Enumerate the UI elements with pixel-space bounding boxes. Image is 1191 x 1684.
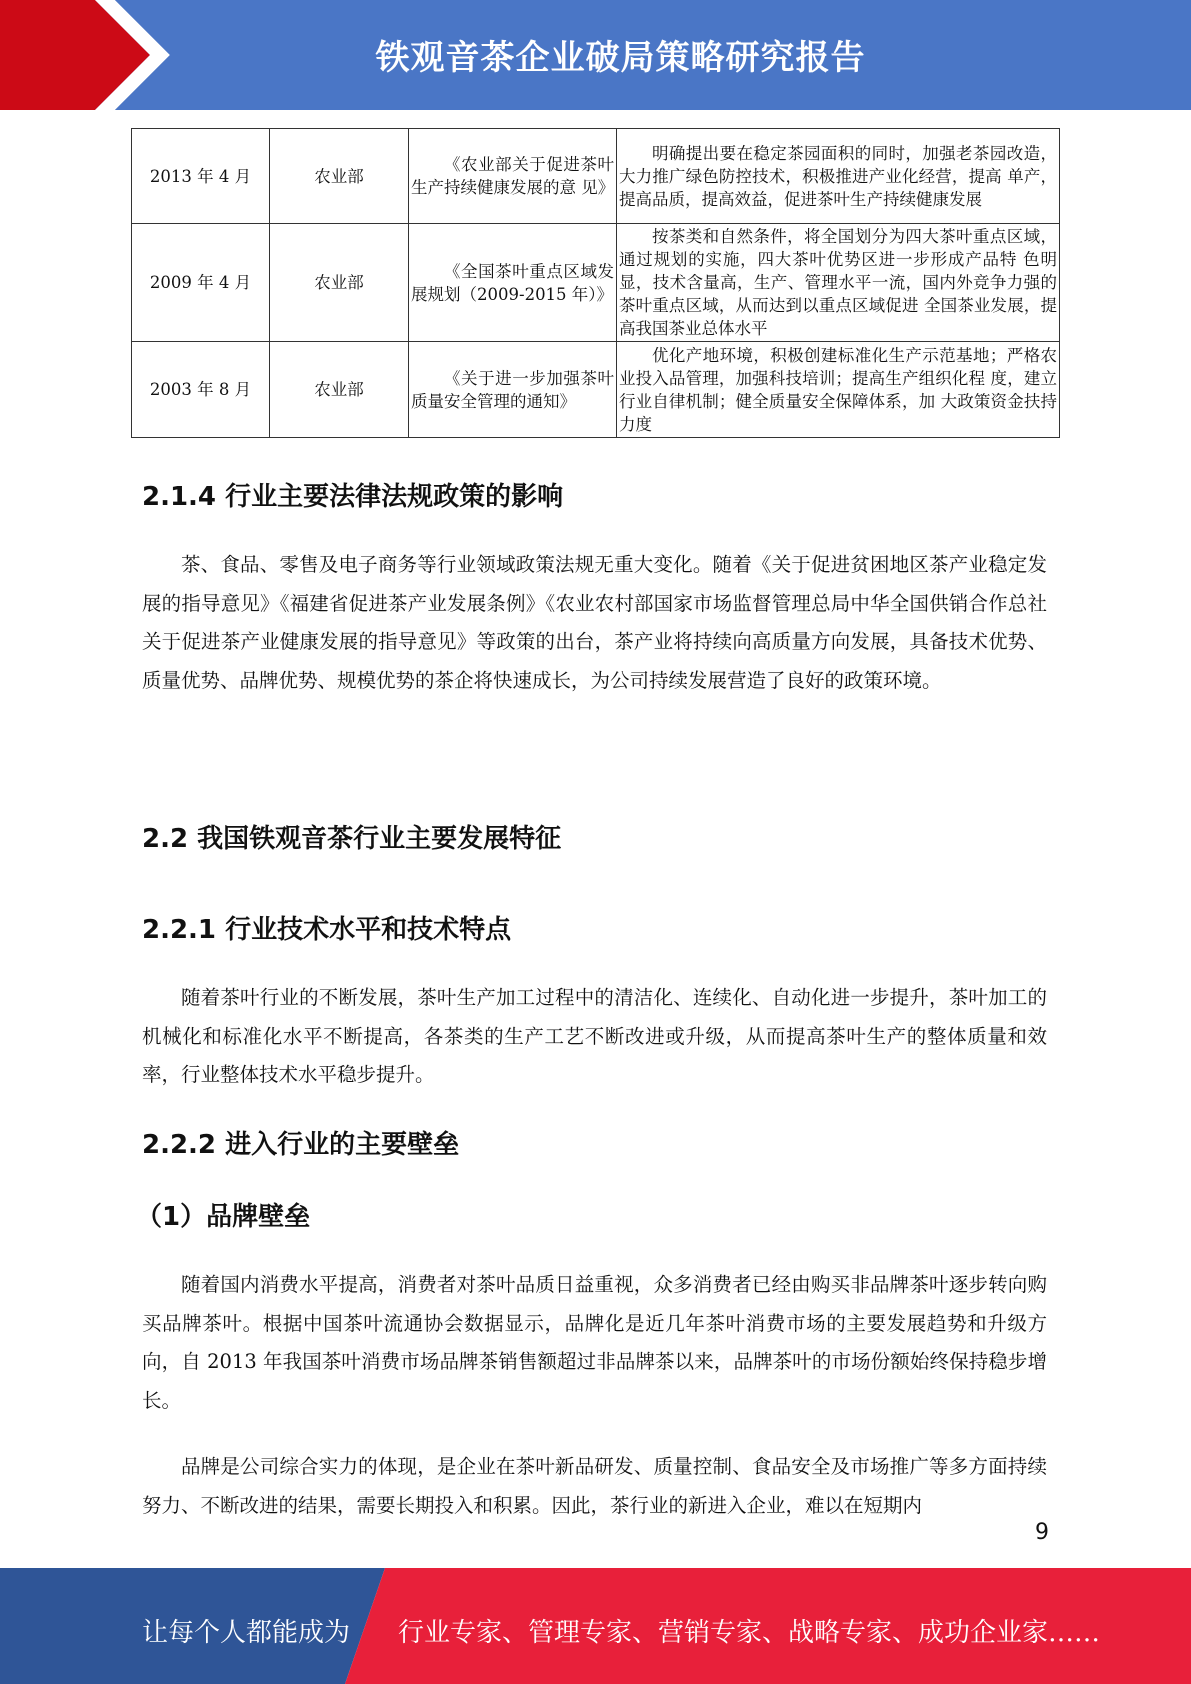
paragraph-brand-2: 品牌是公司综合实力的体现，是企业在茶叶新品研发、质量控制、食品安全及市场推广等多方面持续努力、不断改进的结果，需要长期投入和积累。因此，茶行业的新进入企业，难以在短期内	[142, 1455, 1047, 1517]
page-footer	[0, 1568, 1191, 1684]
policy-table	[131, 128, 1060, 438]
table-row	[132, 224, 1060, 342]
page-number: 9	[1035, 1520, 1049, 1545]
table-cell-doc: 《关于进一步加强茶叶 质量安全管理的通知》	[409, 342, 617, 438]
table-cell-doc: 《全国茶叶重点区域发 展规划（2009-2015 年）》	[409, 224, 617, 342]
page-header	[0, 0, 1191, 110]
table-cell-org: 农业部	[270, 342, 409, 438]
table-row	[132, 129, 1060, 224]
table-cell-org: 农业部	[270, 129, 409, 224]
footer-slogan-right: 行业专家、管理专家、营销专家、战略专家、成功企业家……	[398, 1618, 1101, 1648]
table-cell-doc: 《农业部关于促进茶叶 生产持续健康发展的意 见》	[409, 129, 617, 224]
table-cell-date: 2009 年 4 月	[132, 224, 270, 342]
paragraph-policy-impact: 茶、食品、零售及电子商务等行业领域政策法规无重大变化。随着《关于促进贫困地区茶产业稳定发展的指导意见》《福建省促进茶产业发展条例》《农业农村部国家市场监督管理总局中华全国供销合作总社关于促进茶产业健康发展的指导意见》等政策的出台，茶产业将持续向高质量方向发展，具备技术优势、质量优势、品牌优势、规模优势的茶企将快速成长，为公司持续发展营造了良好的政策环境。	[142, 553, 1047, 692]
table-row	[132, 342, 1060, 438]
section-heading-2-2: 2.2 我国铁观音茶行业主要发展特征	[142, 824, 562, 854]
subsection-heading-brand-barrier: （1）品牌壁垒	[136, 1202, 311, 1232]
paragraph-brand-1: 随着国内消费水平提高，消费者对茶叶品质日益重视，众多消费者已经由购买非品牌茶叶逐步转向购买品牌茶叶。根据中国茶叶流通协会数据显示，品牌化是近几年茶叶消费市场的主要发展趋势和升级方向，自 2013 年我国茶叶消费市场品牌茶销售额超过非品牌茶以来，品牌茶叶的市场份额始终保持稳步增长。	[142, 1273, 1047, 1412]
table-cell-org: 农业部	[270, 224, 409, 342]
paragraph-tech-level: 随着茶叶行业的不断发展，茶叶生产加工过程中的清洁化、连续化、自动化进一步提升，茶叶加工的机械化和标准化水平不断提高，各茶类的生产工艺不断改进或升级，从而提高茶叶生产的整体质量和效率，行业整体技术水平稳步提升。	[142, 986, 1047, 1086]
section-heading-2-1-4: 2.1.4 行业主要法律法规政策的影响	[142, 482, 564, 512]
table-cell-content: 明确提出要在稳定茶园面积的同时，加强老茶园改造， 大力推广绿色防控技术，积极推进产业化经营，提高 单产，提高品质，提高效益，促进茶叶生产持续健康发展	[617, 129, 1060, 224]
table-cell-content: 按茶类和自然条件，将全国划分为四大茶叶重点区域， 通过规划的实施，四大茶叶优势区进一步形成产品特 色明显，技术含量高，生产、管理水平一流，国内外竞争力强的茶叶重点区域，从而达到以重点区域促进 全国茶业发展，提高我国茶业总体水平	[617, 224, 1060, 342]
table-cell-content: 优化产地环境，积极创建标准化生产示范基地；严格农业投入品管理，加强科技培训；提高生产组织化程 度，建立行业自律机制；健全质量安全保障体系，加 大政策资金扶持力度	[617, 342, 1060, 438]
footer-slogan-left: 让每个人都能成为	[142, 1618, 351, 1648]
table-cell-date: 2013 年 4 月	[132, 129, 270, 224]
table-cell-date: 2003 年 8 月	[132, 342, 270, 438]
report-title: 铁观音茶企业破局策略研究报告	[375, 38, 866, 78]
section-heading-2-2-1: 2.2.1 行业技术水平和技术特点	[142, 915, 512, 945]
section-heading-2-2-2: 2.2.2 进入行业的主要壁垒	[142, 1130, 460, 1160]
